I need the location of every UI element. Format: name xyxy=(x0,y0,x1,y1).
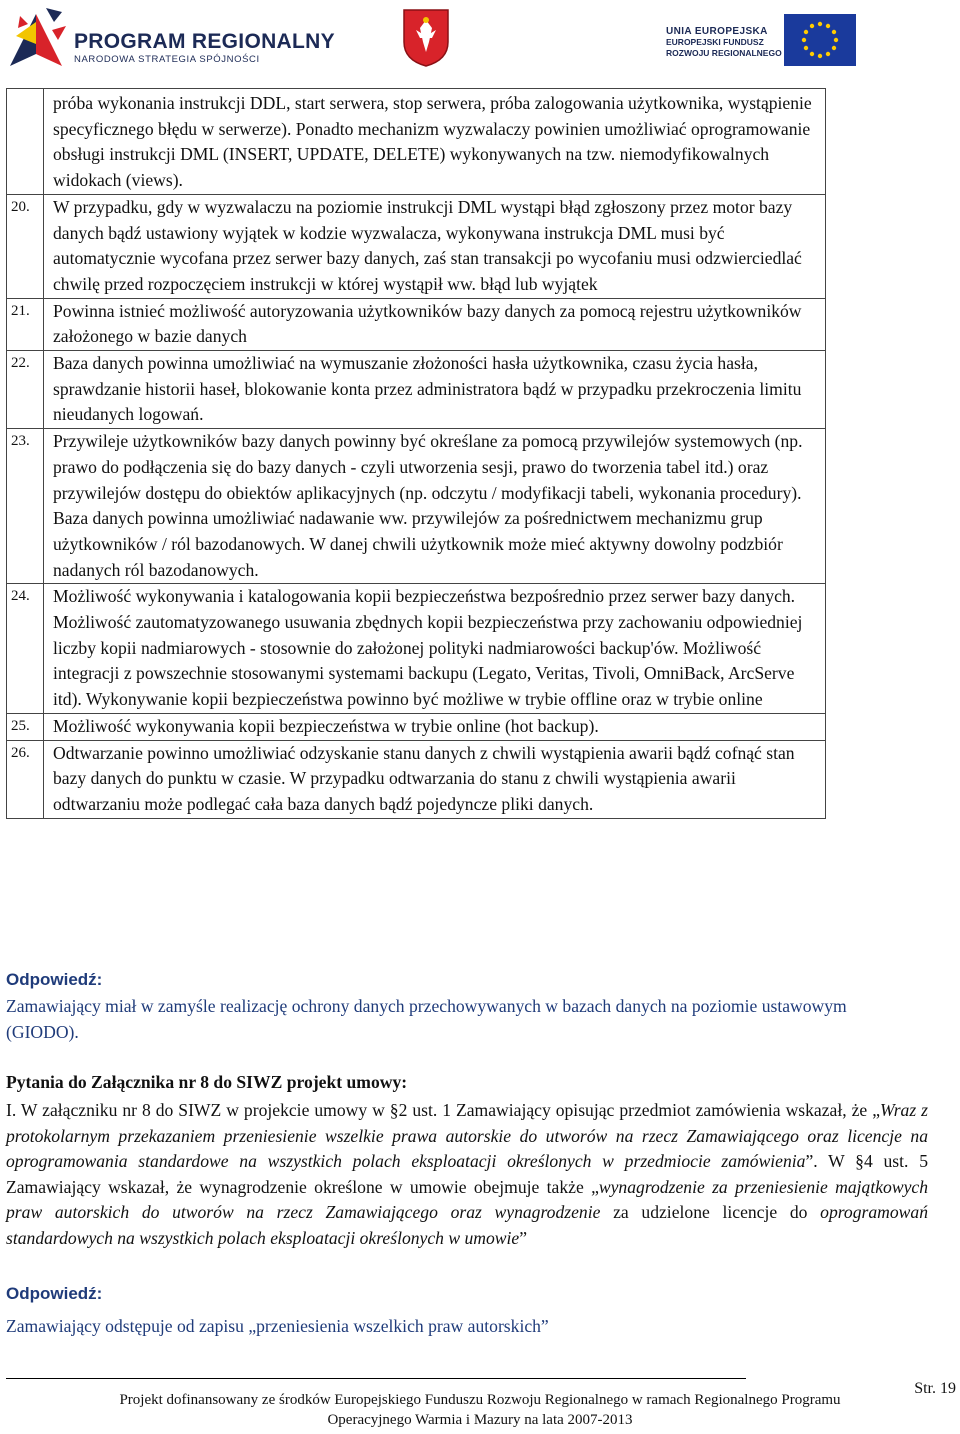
answer-label: Odpowiedź: xyxy=(6,970,103,989)
row-text: Możliwość wykonywania i katalogowania kopii bezpieczeństwa bezpośrednio przez serwer bazy danych. Możliwość zautomatyzowanego usuwania zbędnych kopii bezpieczeństwa przy zachowaniu odpowiedniej liczby kopii nadmiarowych - stosownie do założonej polityki nadmiarowości backup'ów. Możliwość integracji z powszechnie stosowanymi systemami backupu (Legato, Veritas, Tivoli, OmniBack, ArcServe itd). Wykonywanie kopii bezpieczeństwa powinno być możliwe w trybie offline oraz w trybie online xyxy=(53,586,803,710)
page-header xyxy=(0,0,960,78)
question-text-1: I. W załączniku nr 8 do SIWZ w projekcie umowy w §2 ust. 1 Zamawiający opisując przedmiot zamówienia wskazał, że „ xyxy=(6,1100,881,1120)
footer-line-2: Operacyjnego Warmia i Mazury na lata 2007-2013 xyxy=(327,1412,633,1428)
question-quote-3: oprogramowań standardowych na wszystkich polach eksploatacji określonych w umowie xyxy=(6,1202,928,1248)
table-row xyxy=(7,583,825,713)
answer-label: Odpowiedź: xyxy=(6,1284,103,1303)
eu-flag-icon xyxy=(784,14,856,66)
row-text: Przywileje użytkowników bazy danych powinny być określane za pomocą przywilejów systemowych (np. prawo do podłączenia się do bazy danych - czyli utworzenia sesji, prawo do tworzenia tabel itd.) oraz przywilejów dostępu do obiektów aplikacyjnych (np. odczytu / modyfikacji tabeli, wykonania procedury). Baza danych powinna umożliwiać nadawanie ww. przywilejów za pośrednictwem mechanizmu grup użytkowników / ról bazodanowych. W danej chwili użytkownik może mieć aktywny dowolny podzbiór nadanych ról bazodanowych. xyxy=(53,431,803,580)
eu-text-block xyxy=(666,26,782,59)
row-number: 23. xyxy=(7,429,44,583)
program-title: PROGRAM REGIONALNY xyxy=(74,30,335,53)
table-row xyxy=(7,194,825,298)
row-text: Odtwarzanie powinno umożliwiać odzyskanie stanu danych z chwili wystąpienia awarii bądź cofnąć stan bazy danych do punktu w czasie. W przypadku odtwarzania do stanu z chwili wystąpienia awarii odtwarzaniu może podlegać cała baza danych bądź pojedyncze pliki danych. xyxy=(53,742,795,814)
table-row xyxy=(7,428,825,583)
eu-line-1: UNIA EUROPEJSKA xyxy=(666,26,768,37)
row-number: 21. xyxy=(7,299,44,350)
row-text: W przypadku, gdy w wyzwalaczu na poziomie instrukcji DML wystąpi błąd zgłoszony przez motor bazy danych bądź ustawiony wyjątek w kodzie wyzwalacza, wykonywana instrukcja DML musi być automatycznie wycofana przez serwer bazy danych, zaś stan transakcji po wycofaniu musi odzwierciedlać chwilę przed rozpoczęciem instrukcji w której wystąpił ww. błąd lub wyjątek xyxy=(53,196,802,294)
footer-line-1: Projekt dofinansowany ze środków Europejskiego Funduszu Rozwoju Regionalnego w ramach Regionalnego Programu xyxy=(119,1392,841,1408)
row-number: 20. xyxy=(7,195,44,298)
eu-line-3: ROZWOJU REGIONALNEGO xyxy=(666,48,782,58)
row-number xyxy=(7,89,44,194)
program-subtitle: NARODOWA STRATEGIA SPÓJNOŚCI xyxy=(74,54,260,65)
row-text: Baza danych powinna umożliwiać na wymuszanie złożoności hasła użytkownika, czasu życia hasła, sprawdzanie historii haseł, blokowanie konta przez administratora bądź w przypadku przekroczenia limitu nieudanych logowań. xyxy=(53,353,802,425)
row-number: 25. xyxy=(7,714,44,740)
question-paragraph xyxy=(6,1098,928,1252)
row-text: próba wykonania instrukcji DDL, start serwera, stop serwera, próba zalogowania użytkownika, wystąpienie specyficznego błędu w serwerze). Ponadto mechanizm wyzwalaczy powinien umożliwiać oprogramowanie obsługi instrukcji DML (INSERT, UPDATE, DELETE) wykonywanych na tzw. niemodyfikowalnych widokach (views). xyxy=(53,93,812,191)
table-row xyxy=(7,350,825,428)
row-number: 24. xyxy=(7,584,44,713)
question-text-2: ”. W §4 ust. 5 Zamawiający wskazał, że wynagrodzenie określone w umowie obejmuje także „ xyxy=(6,1151,928,1197)
questions-heading: Pytania do Załącznika nr 8 do SIWZ projekt umowy: xyxy=(6,1072,408,1092)
warmia-mazury-crest-icon xyxy=(402,8,450,68)
question-quote-1: Wraz z protokolarnym przekazaniem przeniesienie wszelkie prawa autorskie do utworów na rzecz Zamawiającego oraz licencje na oprogramowania standardowe na wszystkich polach eksploatacji określonych w przedmiocie zamówienia xyxy=(6,1100,929,1172)
question-quote-2: wynagrodzenie za przeniesienie majątkowych praw autorskich do utworów na rzecz Zamawiającego oraz wynagrodzenie xyxy=(6,1176,929,1223)
footer-divider xyxy=(6,1378,746,1379)
table-row xyxy=(7,713,825,740)
question-text-4: ” xyxy=(519,1227,528,1248)
question-text-3: za udzielone licencje do xyxy=(600,1202,821,1223)
table-row xyxy=(7,298,825,350)
row-number: 22. xyxy=(7,351,44,428)
eu-line-2: EUROPEJSKI FUNDUSZ xyxy=(666,37,764,47)
table-row xyxy=(7,89,825,194)
table-row xyxy=(7,740,825,818)
page-number: Str. 19 xyxy=(914,1380,956,1397)
row-number: 26. xyxy=(7,741,44,818)
requirements-table xyxy=(6,88,826,819)
answer-text: Zamawiający odstępuje od zapisu „przeniesienia wszelkich praw autorskich” xyxy=(6,1316,549,1336)
answer-text: Zamawiający miał w zamyśle realizację ochrony danych przechowywanych w bazach danych na poziomie ustawowym (GIODO). xyxy=(6,996,847,1042)
row-text: Powinna istnieć możliwość autoryzowania użytkowników bazy danych za pomocą rejestru użytkowników założonego w bazie danych xyxy=(53,300,802,347)
row-text: Możliwość wykonywania kopii bezpieczeństwa w trybie online (hot backup). xyxy=(53,715,599,736)
